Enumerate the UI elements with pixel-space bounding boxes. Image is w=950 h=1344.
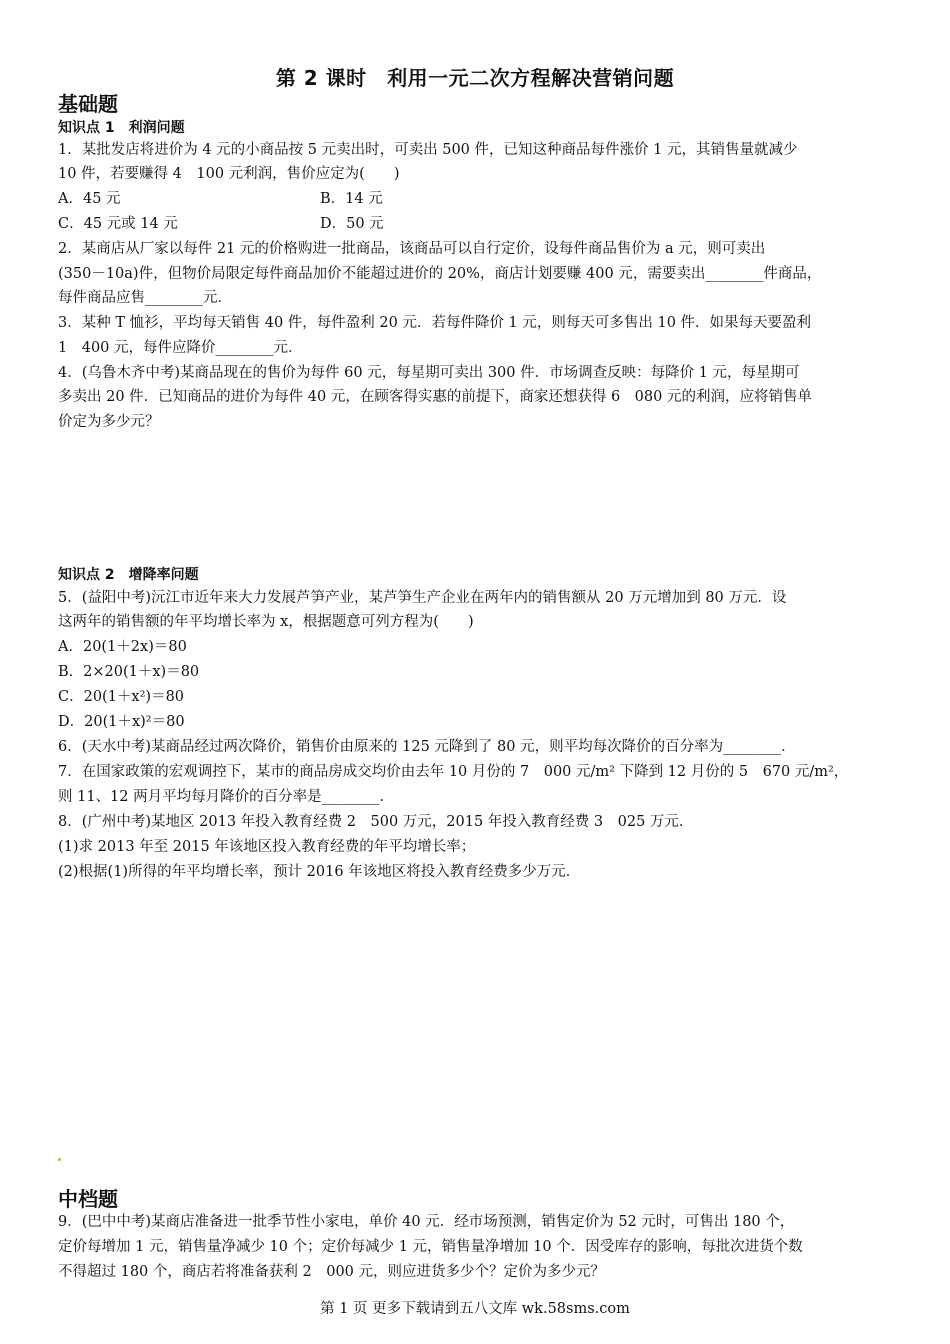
knowledge-point-1: 知识点 1 利润问题	[58, 120, 185, 136]
question-5-option-c: C．20(1＋x²)＝80	[58, 689, 185, 705]
question-4-line-3: 价定为多少元？	[58, 414, 160, 430]
question-9-line-3: 不得超过 180 个，商店若将准备获利 2 000 元，则应进货多少个？定价为多少元？	[58, 1264, 606, 1280]
question-7-line-2: 则 11、12 两月平均每月降价的百分率是________．	[58, 789, 395, 805]
question-1-option-d: D．50 元	[320, 216, 384, 232]
stray-mark	[58, 1158, 61, 1161]
question-6-line-1: 6．(天水中考)某商品经过两次降价，销售价由原来的 125 元降到了 80 元，则平均每次降价的百分率为________．	[58, 739, 796, 755]
question-4-line-1: 4．(乌鲁木齐中考)某商品现在的售价为每件 60 元，每星期可卖出 300 件．市场调查反映：每降价 1 元，每星期可	[58, 365, 800, 381]
question-3-line-1: 3．某种 T 恤衫，平均每天销售 40 件，每件盈利 20 元．若每件降价 1 元，则每天可多售出 10 件．如果每天要盈利	[58, 315, 812, 331]
question-8-part-1: (1)求 2013 年至 2015 年该地区投入教育经费的年平均增长率；	[58, 839, 476, 855]
question-4-line-2: 多卖出 20 件．已知商品的进价为每件 40 元，在顾客得实惠的前提下，商家还想获得 6 080 元的利润，应将销售单	[58, 389, 812, 405]
question-8-part-2: (2)根据(1)所得的年平均增长率，预计 2016 年该地区将投入教育经费多少万元．	[58, 864, 581, 880]
question-3-line-2: 1 400 元，每件应降价________元．	[58, 340, 303, 356]
page-title: 第 2 课时 利用一元二次方程解决营销问题	[275, 66, 675, 90]
question-5-option-d: D．20(1＋x)²＝80	[58, 714, 185, 730]
question-2-line-2: (350－10a)件，但物价局限定每件商品加价不能超过进价的 20%，商店计划要赚 400 元，需要卖出________件商品，	[58, 266, 822, 282]
section-heading-basic: 基础题	[58, 92, 118, 116]
question-1-line-2: 10 件，若要赚得 4 100 元利润，售价应定为( )	[58, 166, 400, 182]
knowledge-point-2: 知识点 2 增降率问题	[58, 567, 199, 583]
question-9-line-1: 9．(巴中中考)某商店准备进一批季节性小家电，单价 40 元．经市场预测，销售定价为 52 元时，可售出 180 个，	[58, 1214, 795, 1230]
question-1-option-b: B．14 元	[320, 191, 383, 207]
question-2-line-1: 2．某商店从厂家以每件 21 元的价格购进一批商品，该商品可以自行定价，设每件商品售价为 a 元，则可卖出	[58, 241, 766, 257]
question-9-line-2: 定价每增加 1 元，销售量净减少 10 个；定价每减少 1 元，销售量净增加 10 个．因受库存的影响，每批次进货个数	[58, 1239, 803, 1255]
question-5-line-1: 5．(益阳中考)沅江市近年来大力发展芦笋产业，某芦笋生产企业在两年内的销售额从 20 万元增加到 80 万元．设	[58, 590, 787, 606]
question-1-option-a: A．45 元	[58, 191, 121, 207]
question-8-line-1: 8．(广州中考)某地区 2013 年投入教育经费 2 500 万元，2015 年投入教育经费 3 025 万元．	[58, 814, 694, 830]
question-1-option-c: C．45 元或 14 元	[58, 216, 178, 232]
section-heading-intermediate: 中档题	[58, 1187, 118, 1211]
question-7-line-1: 7．在国家政策的宏观调控下，某市的商品房成交均价由去年 10 月份的 7 000 元/m² 下降到 12 月份的 5 670 元/m²，	[58, 764, 849, 780]
question-5-option-a: A．20(1＋2x)＝80	[58, 639, 187, 655]
question-5-line-2: 这两年的销售额的年平均增长率为 x，根据题意可列方程为( )	[58, 614, 474, 630]
question-5-option-b: B．2×20(1＋x)＝80	[58, 664, 200, 680]
page-footer: 第 1 页 更多下载请到五八文库 wk.58sms.com	[320, 1301, 630, 1317]
question-2-line-3: 每件商品应售________元．	[58, 290, 232, 306]
question-1-line-1: 1．某批发店将进价为 4 元的小商品按 5 元卖出时，可卖出 500 件，已知这种商品每件涨价 1 元，其销售量就减少	[58, 142, 798, 158]
